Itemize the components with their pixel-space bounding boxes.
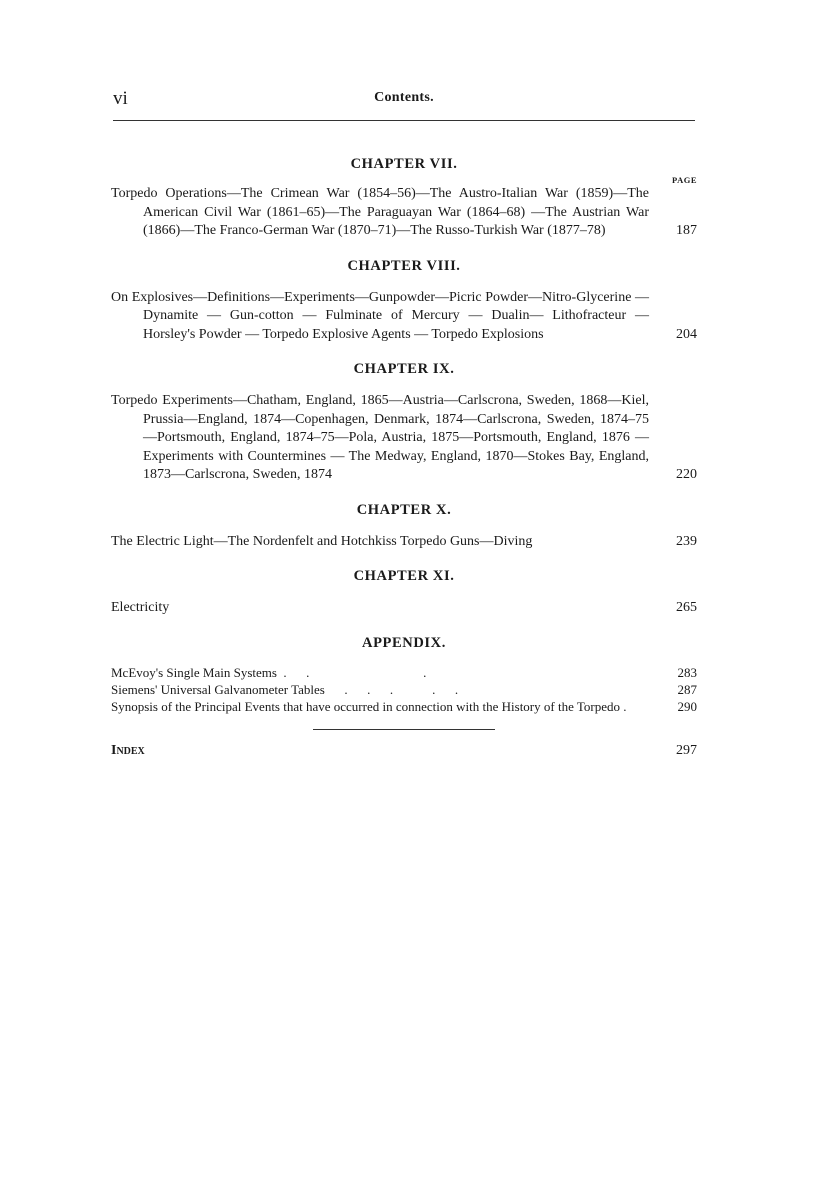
- page-folio: vi: [113, 88, 128, 109]
- page-number: 220: [676, 467, 697, 482]
- toc-entry: [111, 289, 697, 345]
- toc-entry: [111, 698, 697, 715]
- toc-entry: [111, 533, 697, 552]
- index-label: Index: [111, 742, 145, 758]
- page-number: 290: [677, 698, 697, 714]
- page-number: 265: [676, 600, 697, 615]
- page-number: 204: [676, 326, 697, 342]
- page-number: 239: [676, 533, 697, 549]
- entry-text: Electricity: [111, 600, 170, 615]
- page-number: 287: [677, 681, 697, 697]
- contents-list: [111, 155, 697, 760]
- header-rule: [113, 120, 695, 121]
- chapter-heading: CHAPTER X.: [356, 501, 452, 518]
- entry-text: McEvoy's Single Main Systems . . .: [111, 664, 427, 680]
- page-number: 187: [676, 223, 697, 238]
- entry-text: Torpedo Operations—The Crimean War (1854–56)—The Austro-Italian War (1859)—The American Civil War (1861–65)—The Paraguayan War (1864–68) —The Austrian War (1866)—The Franco-German War (1870–71)—The Russo-Turkish War (1877–78): [111, 186, 649, 238]
- entry-text: The Electric Light—The Nordenfelt and Hotchkiss Torpedo Guns—Diving: [111, 533, 533, 549]
- entry-text: Siemens' Universal Galvanometer Tables . . . . .: [111, 681, 459, 697]
- toc-entry-index: [111, 742, 697, 761]
- section-divider: [313, 729, 495, 730]
- entry-text: Torpedo Experiments—Chatham, England, 1865—Austria—Carlscrona, Sweden, 1868—Kiel, Prussia—England, 1874—Copenhagen, Denmark, 1874—Carlscrona, Sweden, 1874–75—Portsmouth, England, 1874–75—Pola, Austria, 1875—Portsmouth, England, 1876 — Experiments with Countermines — The Medway, England, 1870—Stokes Bay, England, 1873—Carlscrona, Sweden, 1874: [111, 393, 649, 482]
- toc-entry: [111, 681, 697, 698]
- chapter-heading: CHAPTER VII.: [350, 156, 458, 172]
- running-head: [113, 88, 695, 114]
- toc-entry: [111, 664, 697, 681]
- entry-text: On Explosives—Definitions—Experiments—Gunpowder—Picric Powder—Nitro-Glycerine — Dynamite — Gun-cotton — Fulminate of Mercury — Dualin— Lithofracteur — Horsley's Powder — Torpedo Explosive Agents — Torpedo Explosions: [111, 289, 649, 342]
- chapter-heading: CHAPTER IX.: [353, 361, 455, 377]
- running-title: Contents.: [374, 90, 434, 105]
- toc-entry: [111, 392, 697, 485]
- entry-text: Synopsis of the Principal Events that have occurred in connection with the History of the Torpedo .: [111, 698, 627, 714]
- appendix-heading: APPENDIX.: [362, 634, 446, 651]
- chapter-heading: CHAPTER XI.: [353, 568, 455, 584]
- page-number: 297: [676, 742, 697, 758]
- toc-entry: [111, 599, 697, 618]
- toc-entry: [111, 185, 697, 241]
- chapter-heading: CHAPTER VIII.: [347, 257, 461, 274]
- page-number: 283: [677, 664, 697, 680]
- page-column-label: PAGE: [672, 175, 697, 185]
